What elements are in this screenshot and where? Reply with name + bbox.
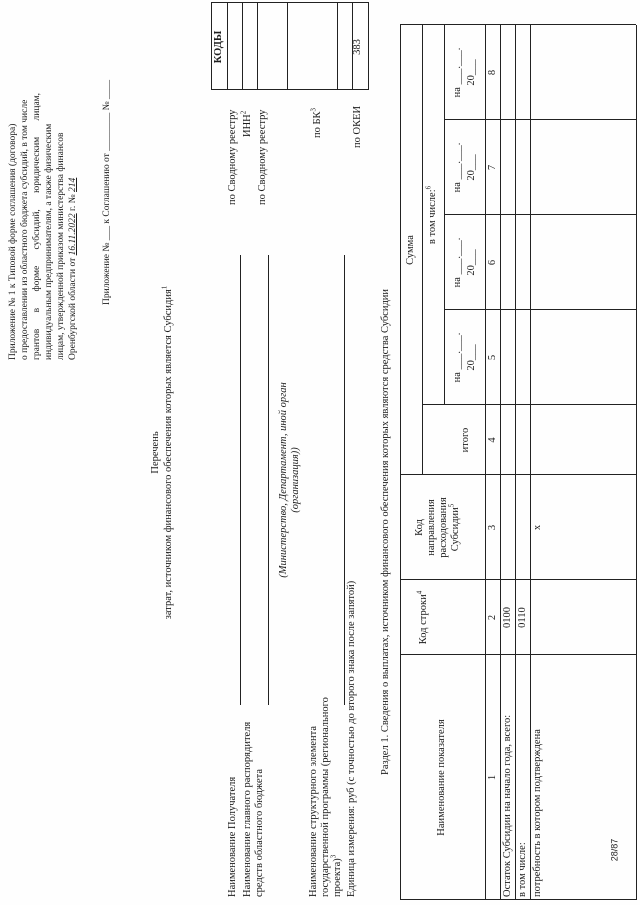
struct-3-text: проекта): [332, 858, 343, 897]
recipient-label: Наименование Получателя: [227, 776, 238, 897]
line-code-text: Код строки: [418, 594, 429, 645]
header-year-col-6: 20___: [466, 249, 477, 276]
consolidated-registry-label-2: по Сводному реестру: [257, 109, 268, 205]
structural-element-label-1: Наименование структурного элемента: [308, 726, 319, 897]
codes-header: КОДЫ: [213, 30, 224, 64]
col-number-7: 7: [487, 164, 498, 171]
header-date-col-8: на ___.___.: [452, 47, 463, 98]
header-including: [424, 25, 439, 405]
header-line-code: [415, 580, 430, 655]
table-row-2-code: 0110: [517, 607, 528, 628]
consolidated-registry-label-1: по Сводному реестру: [227, 109, 238, 205]
table-row-0-code: 0100: [502, 607, 513, 628]
structural-element-label-3: [329, 854, 344, 897]
unit-of-measure: Единица измерения: руб (с точностью до второго знака после запятой): [346, 580, 357, 897]
ministry-hint-1: (Министерство, Департамент, иной орган: [278, 382, 289, 578]
header-direction-code-3: расходования: [438, 497, 449, 558]
appendix-line-2: о предоставлении из областного бюджета субсидий, в том числе: [20, 99, 30, 360]
inn-label: [239, 110, 254, 137]
header-direction-code-2: направления: [426, 499, 437, 556]
page-number: 28/87: [609, 838, 620, 862]
including-text: в том числе:: [427, 189, 438, 245]
okei-label: по ОКЕИ: [352, 105, 363, 148]
header-date-col-6: на ___.___.: [452, 237, 463, 288]
header-year-col-8: 20___: [466, 59, 477, 86]
table-row-0-name: Остаток Субсидии на начало года, всего:: [502, 714, 513, 897]
bk-text: по БК: [312, 111, 323, 138]
appendix-line-5: лицам, утвержденной приказом министерства финансов: [56, 132, 66, 360]
header-year-col-5: 20___: [466, 344, 477, 371]
agreement-reference: Приложение № ___ к Соглашению от ________ № ____: [102, 79, 112, 305]
subtitle-footnote: 1: [160, 285, 169, 290]
document-title: Перечень: [150, 431, 161, 474]
header-date-col-5: на ___.___.: [452, 332, 463, 383]
col-number-5: 5: [487, 354, 498, 361]
okei-code: 383: [352, 39, 363, 55]
section-1-title: Раздел 1. Сведения о выплатах, источником финансового обеспечения которых являются средства Субсидии: [380, 288, 391, 775]
table-row-2-direction: x: [532, 524, 543, 531]
chief-admin-label-2: средств областного бюджета: [254, 768, 265, 897]
subtitle-text: затрат, источником финансового обеспечения которых является Субсидия: [163, 289, 174, 620]
col-number-4: 4: [487, 437, 498, 443]
appendix-line-1: Приложение № 1 к Типовой форме соглашения (договора): [8, 123, 18, 360]
inn-footnote: 2: [239, 110, 248, 115]
inn-text: ИНН: [242, 114, 253, 137]
col-number-3: 3: [487, 524, 498, 531]
including-footnote: 6: [424, 185, 433, 190]
appendix-line-3: грантов в форме субсидий, юридическим лицам,: [32, 92, 42, 360]
payments-table: [400, 25, 636, 900]
structural-element-label-2: государственной программы (регионального: [320, 697, 331, 897]
codes-table: [211, 2, 369, 90]
header-direction-code-4: [447, 475, 462, 580]
bk-label: [309, 107, 324, 138]
header-year-col-7: 20___: [466, 154, 477, 181]
bk-footnote: 3: [309, 107, 318, 112]
order-date-handwritten: 16.11.2022: [68, 213, 78, 256]
col-number-1: 1: [487, 774, 498, 781]
appendix-line-4: индивидуальным предпринимателям, а также физическим: [44, 123, 54, 360]
col-number-2: 2: [487, 614, 498, 621]
appendix-line-6: [68, 178, 79, 360]
header-direction-code-1: Код: [414, 519, 425, 536]
appendix-line-6-prefix: Оренбургской области от: [68, 257, 78, 360]
table-row-2-name: потребность в котором подтверждена: [532, 729, 543, 897]
header-indicator-name: Наименование показателя: [436, 719, 447, 836]
col-number-6: 6: [487, 259, 498, 266]
order-number-handwritten: 214: [68, 177, 78, 192]
appendix-line-6-mid: г. №: [68, 194, 78, 211]
header-total: итого: [460, 427, 471, 453]
chief-admin-label-1: Наименование главного распорядителя: [242, 721, 253, 897]
col-number-8: 8: [487, 69, 498, 76]
header-date-col-7: на ___.___.: [452, 142, 463, 193]
struct-footnote: 3: [329, 854, 338, 859]
line-code-footnote: 4: [415, 590, 424, 595]
header-sum: Сумма: [405, 235, 416, 265]
dir-4-text: Субсидии: [450, 507, 461, 552]
ministry-hint-2: (организация)): [290, 447, 301, 513]
table-row-1-name: в том числе:: [517, 842, 528, 897]
dir-footnote: 5: [447, 503, 456, 508]
document-subtitle: [160, 0, 175, 905]
